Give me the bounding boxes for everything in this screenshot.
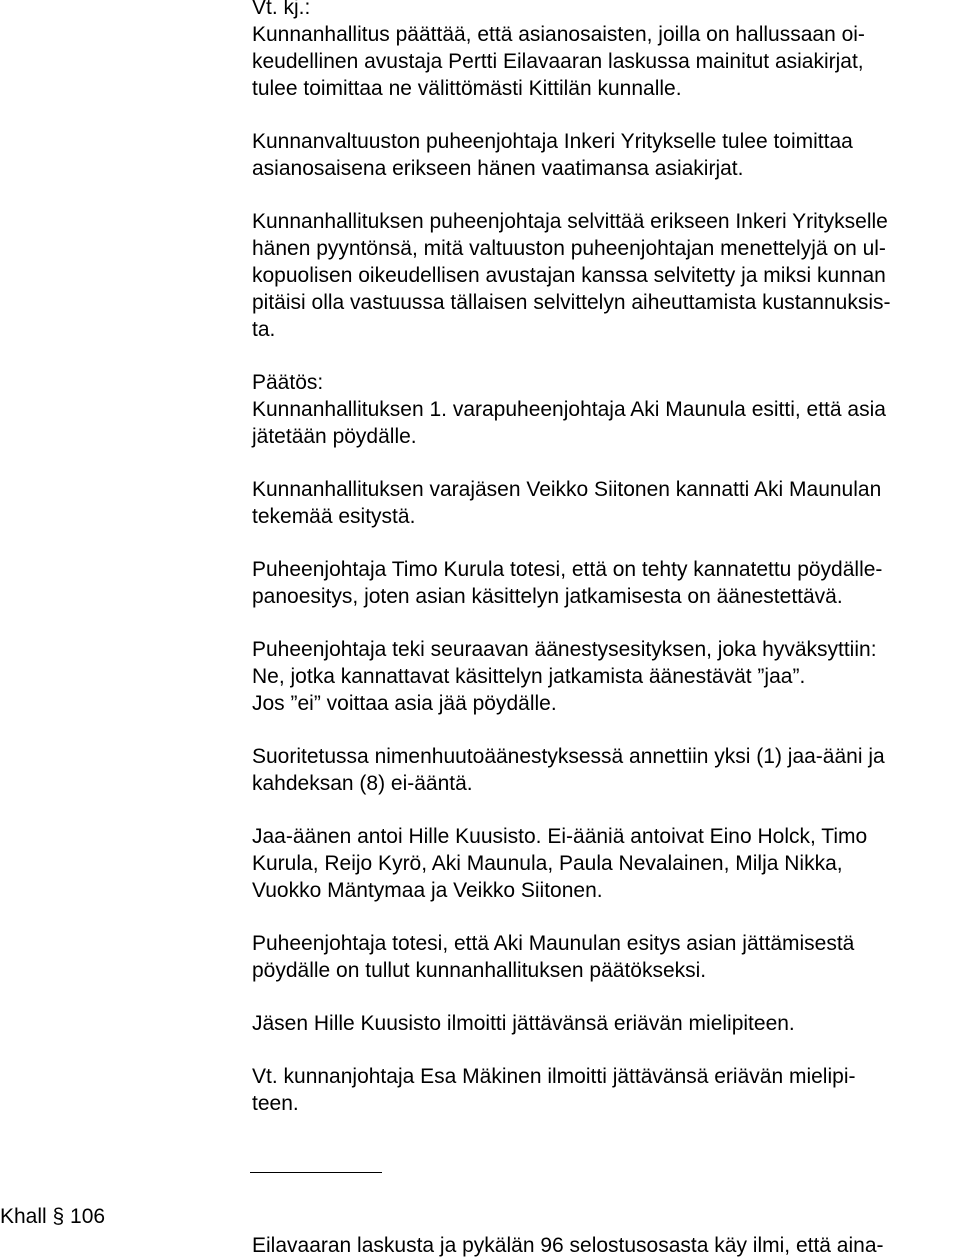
paragraph-valtuuston-pj: Kunnanvaltuuston puheenjohtaja Inkeri Yritykselle tulee toimittaa asianosaisena erikseen hänen vaatimansa asiakirjat. (252, 130, 853, 180)
paragraph-aanestysesitys: Puheenjohtaja teki seuraavan äänestysesityksen, joka hyväksyttiin: Ne, jotka kannattavat käsittelyn jatkamista äänestävät ”jaa”. Jos ”ei” voittaa asia jää pöydälle. (252, 638, 877, 715)
paragraph-vt-kj: Vt. kj.: Kunnanhallitus päättää, että asianosaisten, joilla on hallussaan oi- keudellinen avustaja Pertti Eilavaaran laskussa mainitut asiakirjat, tulee toimittaa ne välittömästi Kittilän kunnalle. (252, 0, 865, 100)
paragraph-khall-pj: Kunnanhallituksen puheenjohtaja selvittää erikseen Inkeri Yritykselle hänen pyyntönsä, mitä valtuuston puheenjohtajan menettelyjä on ul- kopuolisen oikeudellisen avustajan kanssa selvitetty ja miksi kunnan pitäisi olla vastuussa tällaisen selvittelyn aiheuttamista kustannuksis- ta. (252, 210, 891, 341)
paragraph-next-section: Eilavaaran laskusta ja pykälän 96 selostusosasta käy ilmi, että aina- (252, 1234, 884, 1257)
paragraph-paatos-toteamus: Puheenjohtaja totesi, että Aki Maunulan esitys asian jättämisestä pöydälle on tullut kunnanhallituksen päätökseksi. (252, 932, 855, 982)
paragraph-aanestystulos: Suoritetussa nimenhuutoäänestyksessä annettiin yksi (1) jaa-ääni ja kahdeksan (8) ei-ääntä. (252, 745, 885, 795)
section-divider (250, 1172, 382, 1173)
paragraph-paatos: Päätös: Kunnanhallituksen 1. varapuheenjohtaja Aki Maunula esitti, että asia jätetään pöydälle. (252, 371, 886, 448)
paragraph-erimielisyys-makinen: Vt. kunnanjohtaja Esa Mäkinen ilmoitti jättävänsä eriävän mielipi- teen. (252, 1065, 856, 1115)
paragraph-aanet: Jaa-äänen antoi Hille Kuusisto. Ei-ääniä antoivat Eino Holck, Timo Kurula, Reijo Kyrö, Aki Maunula, Paula Nevalainen, Milja Nikka, Vuokko Mäntymaa ja Veikko Siitonen. (252, 825, 868, 902)
paragraph-erimielisyys-kuusisto: Jäsen Hille Kuusisto ilmoitti jättävänsä eriävän mielipiteen. (252, 1012, 795, 1035)
paragraph-poydallepano: Puheenjohtaja Timo Kurula totesi, että on tehty kannatettu pöydälle- panoesitys, joten asian käsittelyn jatkamisesta on äänestettävä. (252, 558, 883, 608)
document-body (252, 0, 952, 1143)
section-label: Khall § 106 (0, 1205, 106, 1228)
paragraph-kannatus: Kunnanhallituksen varajäsen Veikko Siitonen kannatti Aki Maunulan tekemää esitystä. (252, 478, 882, 528)
